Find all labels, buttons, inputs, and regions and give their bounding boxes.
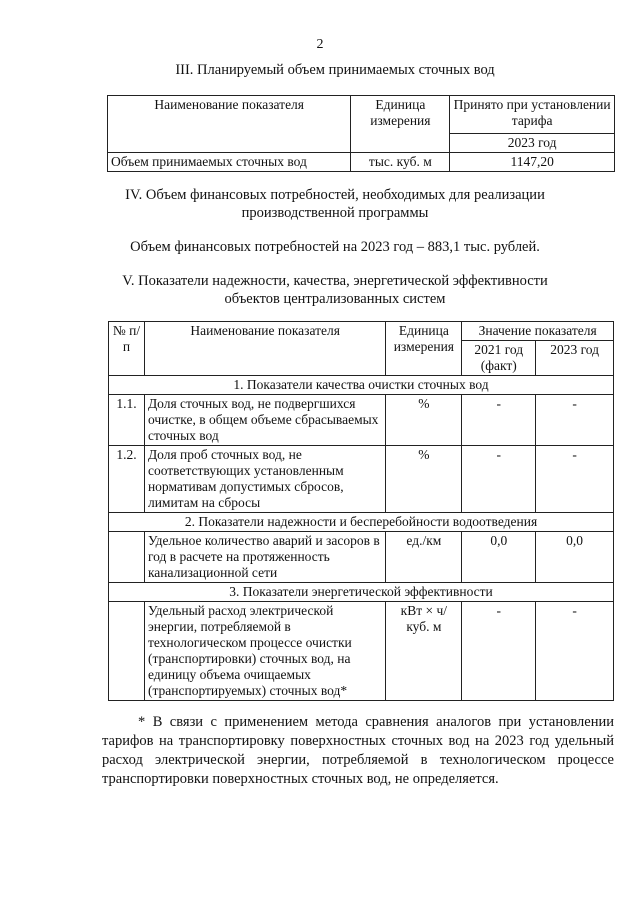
planned-volume-table — [107, 95, 615, 172]
row-name: Доля сточных вод, не подвергшихся очистке, в общем объеме сбрасываемых сточных вод — [144, 395, 385, 446]
finance-text: Объем финансовых потребностей на 2023 год – 883,1 тыс. рублей. — [130, 239, 540, 255]
row-number-empty — [109, 602, 145, 701]
row-name: Объем принимаемых сточных вод — [108, 153, 351, 172]
row-value: 1147,20 — [450, 153, 615, 172]
group-1-header: 1. Показатели качества очистки сточных вод — [109, 376, 614, 395]
row-value-2021: - — [462, 446, 536, 513]
group-3-header: 3. Показатели энергетической эффективности — [109, 583, 614, 602]
header-year: 2023 год — [450, 134, 615, 153]
row-unit: % — [386, 395, 462, 446]
header-value: Значение показателя — [462, 322, 614, 341]
row-name: Доля проб сточных вод, не соответствующих установленным нормативам допустимых сбросов, лимитам на сбросы — [144, 446, 385, 513]
indicators-table — [108, 321, 614, 701]
header-number: № п/п — [109, 322, 145, 376]
section-4-title: IV. Объем финансовых потребностей, необходимых для реализации производственной программы — [125, 187, 545, 221]
row-value-2023: - — [536, 446, 614, 513]
row-unit: ед./км — [386, 532, 462, 583]
header-indicator-name: Наименование показателя — [144, 322, 385, 376]
row-unit: кВт × ч/ куб. м — [386, 602, 462, 701]
page-number: 2 — [316, 37, 324, 52]
row-value-2023: - — [536, 395, 614, 446]
row-number: 1.2. — [109, 446, 145, 513]
row-unit: % — [386, 446, 462, 513]
section-3-title: III. Планируемый объем принимаемых сточных вод — [175, 62, 495, 78]
footnote: * В связи с применением метода сравнения аналогов при установлении тарифов на транспортировку поверхностных сточных вод на 2023 год удельный расход электрической энергии, потребляемой в технологическом процессе транспортировки поверхностных сточных вод, не определяется. — [102, 714, 614, 787]
header-2021: 2021 год (факт) — [462, 341, 536, 376]
header-unit: Единица измерения — [386, 322, 462, 376]
section-5-title: V. Показатели надежности, качества, энергетической эффективности объектов централизованных систем — [122, 273, 548, 307]
header-accepted: Принято при установлении тарифа — [450, 96, 615, 134]
row-number-empty — [109, 532, 145, 583]
row-value-2021: - — [462, 602, 536, 701]
header-unit: Единица измерения — [351, 96, 450, 153]
header-2023: 2023 год — [536, 341, 614, 376]
row-name: Удельный расход электрической энергии, потребляемой в технологическом процессе очистки (транспортировки) сточных вод, на единицу объема очищаемых (транспортируемых) сточных вод* — [144, 602, 385, 701]
header-indicator-name: Наименование показателя — [108, 96, 351, 153]
row-value-2023: 0,0 — [536, 532, 614, 583]
row-value-2021: - — [462, 395, 536, 446]
row-value-2023: - — [536, 602, 614, 701]
row-number: 1.1. — [109, 395, 145, 446]
row-value-2021: 0,0 — [462, 532, 536, 583]
row-unit: тыс. куб. м — [351, 153, 450, 172]
group-2-header: 2. Показатели надежности и бесперебойности водоотведения — [109, 513, 614, 532]
row-name: Удельное количество аварий и засоров в год в расчете на протяженность канализационной сети — [144, 532, 385, 583]
